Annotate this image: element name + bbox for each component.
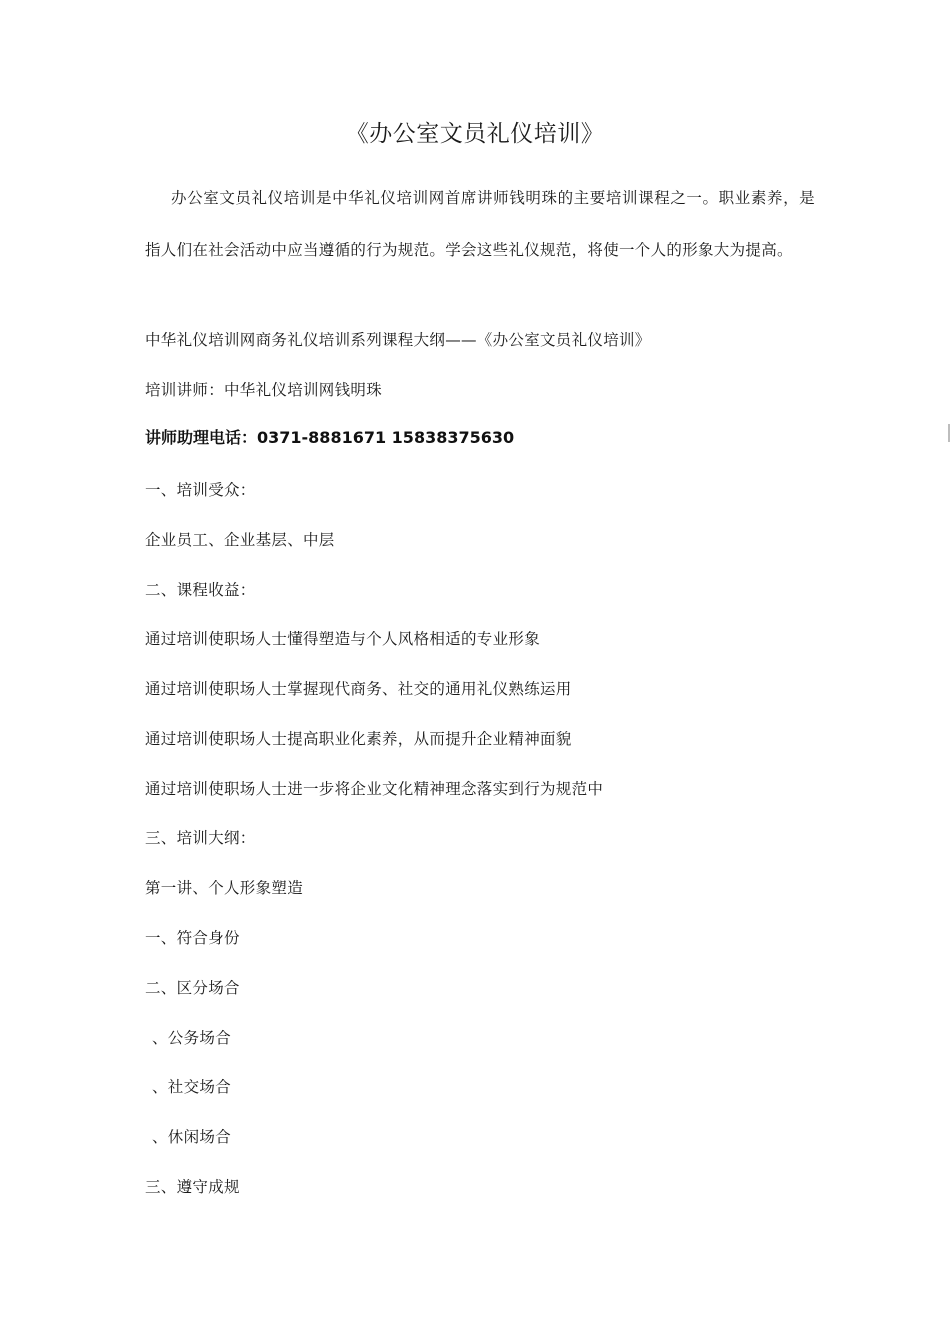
section-line: 二、课程收益： [145, 581, 256, 599]
section-line: 一、培训受众： [145, 481, 256, 499]
section-line: 企业员工、企业基层、中层 [145, 531, 335, 549]
section-line: 通过培训使职场人士掌握现代商务、社交的通用礼仪熟练运用 [145, 680, 572, 698]
section-line: 通过培训使职场人士懂得塑造与个人风格相适的专业形象 [145, 630, 541, 648]
section-line: 三、培训大纲： [145, 829, 256, 847]
section-line: 通过培训使职场人士提高职业化素养，从而提升企业精神面貌 [145, 730, 572, 748]
section-line: 通过培训使职场人士进一步将企业文化精神理念落实到行为规范中 [145, 780, 604, 798]
section-line: 第一讲、个人形象塑造 [145, 879, 304, 897]
assistant-phone: 讲师助理电话：0371-8881671 15838375630 [145, 428, 515, 447]
section-line: 、公务场合 [152, 1029, 232, 1047]
section-line: 二、区分场合 [145, 979, 240, 997]
trainer-line: 培训讲师：中华礼仪培训网钱明珠 [145, 381, 383, 399]
section-line: 三、遵守成规 [145, 1178, 240, 1196]
document-title: 《办公室文员礼仪培训》 [345, 121, 605, 147]
intro-paragraph: 办公室文员礼仪培训是中华礼仪培训网首席讲师钱明珠的主要培训课程之一。职业素养，是指人们在社会活动中应当遵循的行为规范。学会这些礼仪规范，将使一个人的形象大为提高。 [145, 189, 815, 259]
outline-heading: 中华礼仪培训网商务礼仪培训系列课程大纲——《办公室文员礼仪培训》 [145, 331, 651, 349]
section-line: 、休闲场合 [152, 1128, 232, 1146]
section-line: 一、符合身份 [145, 929, 240, 947]
section-line: 、社交场合 [152, 1078, 232, 1096]
